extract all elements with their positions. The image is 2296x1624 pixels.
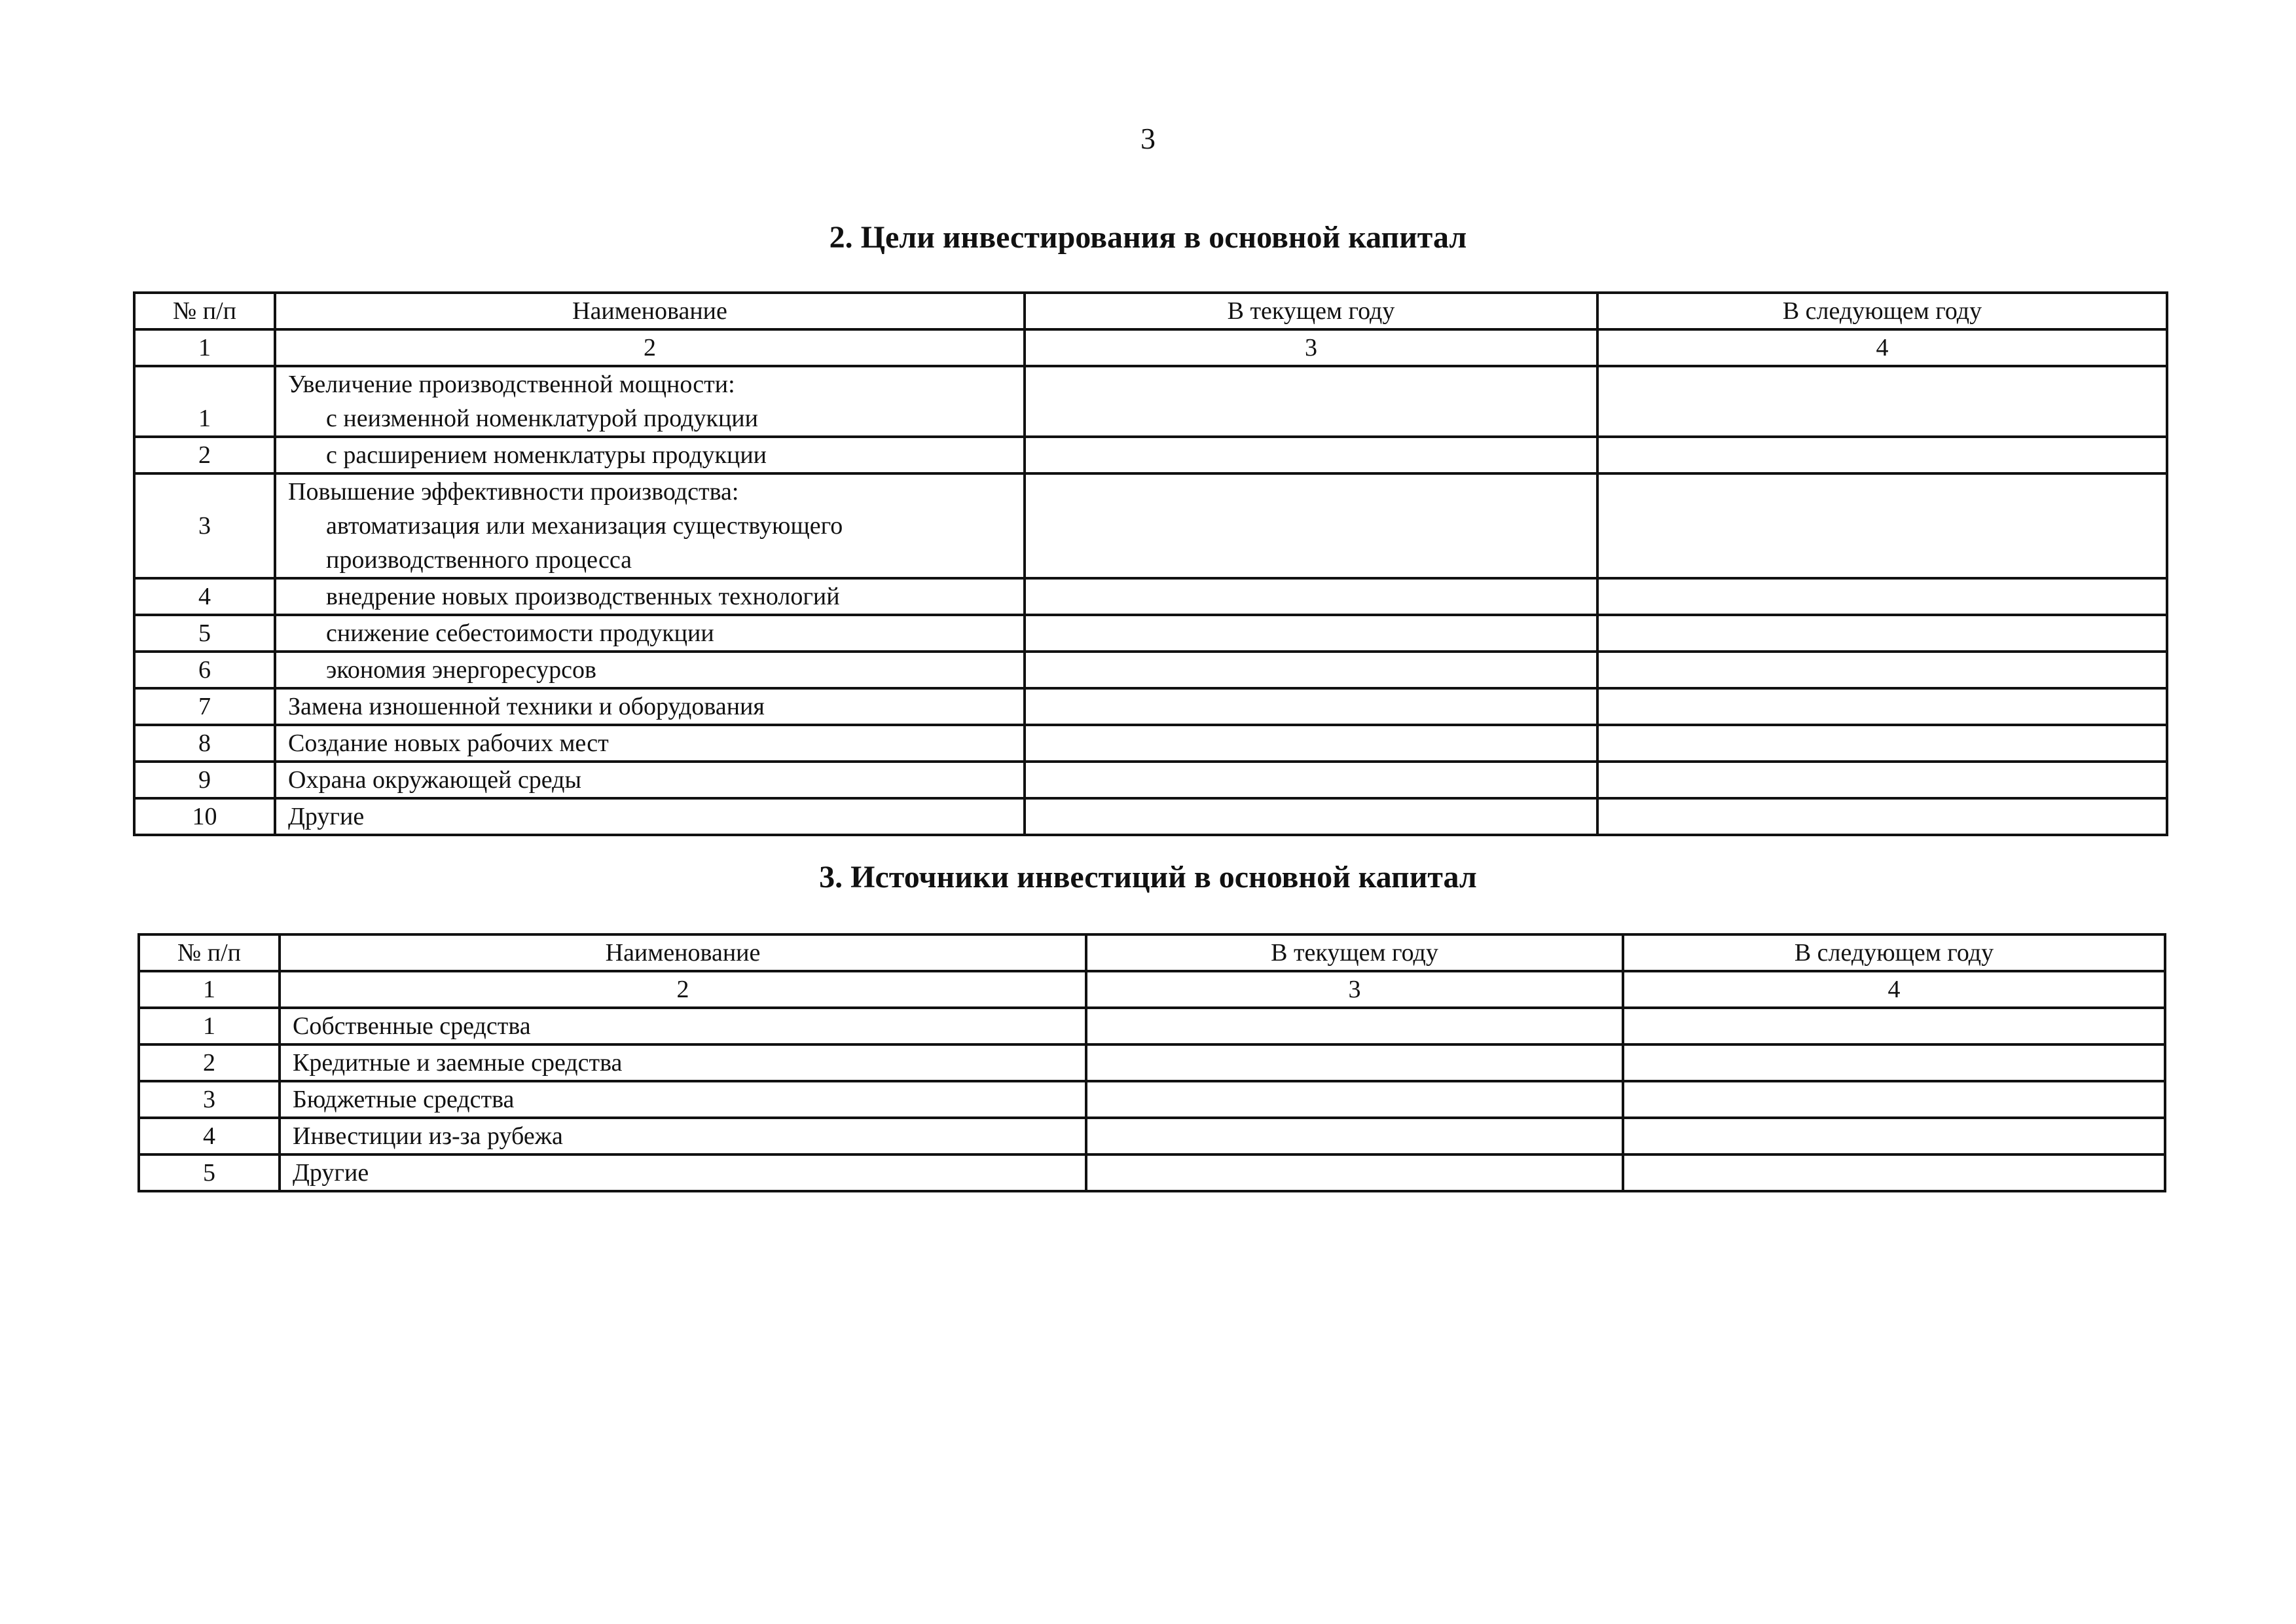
table-header-row: [139, 934, 2165, 971]
current-year-cell[interactable]: [1086, 1008, 1623, 1044]
table-row: [139, 1081, 2165, 1118]
row-name: [275, 437, 1025, 473]
row-name-text: производственного процесса: [326, 546, 632, 574]
page-number: 3: [1140, 122, 1156, 155]
row-number: 4: [139, 1118, 280, 1154]
current-year-cell[interactable]: [1025, 437, 1597, 473]
next-year-cell[interactable]: [1623, 1044, 2165, 1081]
row-number: 5: [139, 1154, 280, 1191]
table-row: [134, 725, 2167, 762]
group-heading: Повышение эффективности производства:: [288, 478, 739, 506]
next-year-cell[interactable]: [1597, 437, 2167, 473]
section-2-title: 2. Цели инвестирования в основной капитал: [829, 220, 1467, 255]
column-number-row: [134, 329, 2167, 366]
investment-goals-table: [133, 291, 2168, 836]
table-row: [134, 762, 2167, 798]
row-name: Другие: [280, 1154, 1086, 1191]
column-number-row: [139, 971, 2165, 1008]
current-year-cell[interactable]: [1025, 688, 1597, 725]
table-row: [134, 437, 2167, 473]
next-year-cell[interactable]: [1623, 1081, 2165, 1118]
current-year-cell[interactable]: [1025, 652, 1597, 688]
header-name: Наименование: [275, 293, 1025, 329]
table-row: [134, 688, 2167, 725]
row-number: 1: [139, 1008, 280, 1044]
row-number: 3: [134, 473, 275, 578]
next-year-cell[interactable]: [1597, 652, 2167, 688]
header-next-year: В следующем году: [1623, 934, 2165, 971]
table-header-row: [134, 293, 2167, 329]
row-name: [275, 578, 1025, 615]
next-year-cell[interactable]: [1597, 725, 2167, 762]
row-number: 8: [134, 725, 275, 762]
next-year-cell[interactable]: [1597, 798, 2167, 835]
row-name-text: внедрение новых производственных технологий: [326, 583, 840, 610]
current-year-cell[interactable]: [1025, 762, 1597, 798]
row-name-text: экономия энергоресурсов: [326, 656, 596, 684]
current-year-cell[interactable]: [1025, 578, 1597, 615]
header-name: Наименование: [280, 934, 1086, 971]
current-year-cell[interactable]: [1025, 473, 1597, 578]
row-number: 6: [134, 652, 275, 688]
table-row: [134, 798, 2167, 835]
row-name: [275, 615, 1025, 652]
row-name: Охрана окружающей среды: [275, 762, 1025, 798]
next-year-cell[interactable]: [1597, 578, 2167, 615]
column-number: 2: [275, 329, 1025, 366]
header-current-year: В текущем году: [1086, 934, 1623, 971]
row-name: Бюджетные средства: [280, 1081, 1086, 1118]
row-number: 5: [134, 615, 275, 652]
row-name: Другие: [275, 798, 1025, 835]
header-next-year: В следующем году: [1597, 293, 2167, 329]
row-name: Замена изношенной техники и оборудования: [275, 688, 1025, 725]
row-name: [275, 652, 1025, 688]
table-row: [134, 578, 2167, 615]
row-name-text: автоматизация или механизация существующего: [326, 512, 843, 540]
table-row: [134, 366, 2167, 437]
current-year-cell[interactable]: [1025, 725, 1597, 762]
column-number: 2: [280, 971, 1086, 1008]
row-number: 2: [139, 1044, 280, 1081]
row-name: Кредитные и заемные средства: [280, 1044, 1086, 1081]
row-name: Инвестиции из-за рубежа: [280, 1118, 1086, 1154]
table-row: [134, 615, 2167, 652]
row-name-text: с неизменной номенклатурой продукции: [326, 405, 758, 432]
row-name-text: с расширением номенклатуры продукции: [326, 441, 767, 469]
current-year-cell[interactable]: [1086, 1044, 1623, 1081]
row-number: 1: [134, 366, 275, 437]
column-number: 3: [1025, 329, 1597, 366]
current-year-cell[interactable]: [1086, 1154, 1623, 1191]
column-number: 4: [1623, 971, 2165, 1008]
current-year-cell[interactable]: [1025, 615, 1597, 652]
column-number: 3: [1086, 971, 1623, 1008]
table-row: [134, 652, 2167, 688]
table-row: [139, 1154, 2165, 1191]
header-current-year: В текущем году: [1025, 293, 1597, 329]
row-number: 7: [134, 688, 275, 725]
next-year-cell[interactable]: [1597, 473, 2167, 578]
column-number: 1: [139, 971, 280, 1008]
row-name: Создание новых рабочих мест: [275, 725, 1025, 762]
header-number: № п/п: [139, 934, 280, 971]
row-name-text: снижение себестоимости продукции: [326, 619, 714, 647]
next-year-cell[interactable]: [1597, 762, 2167, 798]
column-number: 4: [1597, 329, 2167, 366]
next-year-cell[interactable]: [1623, 1118, 2165, 1154]
table-row: [139, 1008, 2165, 1044]
row-number: 3: [139, 1081, 280, 1118]
next-year-cell[interactable]: [1597, 615, 2167, 652]
next-year-cell[interactable]: [1623, 1008, 2165, 1044]
row-name: [275, 473, 1025, 578]
row-name: Собственные средства: [280, 1008, 1086, 1044]
current-year-cell[interactable]: [1086, 1118, 1623, 1154]
row-number: 2: [134, 437, 275, 473]
next-year-cell[interactable]: [1623, 1154, 2165, 1191]
table-row: [134, 473, 2167, 578]
group-heading: Увеличение производственной мощности:: [288, 371, 735, 398]
next-year-cell[interactable]: [1597, 688, 2167, 725]
row-number: 4: [134, 578, 275, 615]
header-number: № п/п: [134, 293, 275, 329]
section-3-title: 3. Источники инвестиций в основной капитал: [819, 860, 1477, 895]
investment-sources-table: [137, 933, 2166, 1192]
next-year-cell[interactable]: [1597, 366, 2167, 437]
row-name: [275, 366, 1025, 437]
current-year-cell[interactable]: [1025, 798, 1597, 835]
row-number: 10: [134, 798, 275, 835]
current-year-cell[interactable]: [1086, 1081, 1623, 1118]
table-row: [139, 1118, 2165, 1154]
row-number: 9: [134, 762, 275, 798]
current-year-cell[interactable]: [1025, 366, 1597, 437]
table-row: [139, 1044, 2165, 1081]
column-number: 1: [134, 329, 275, 366]
